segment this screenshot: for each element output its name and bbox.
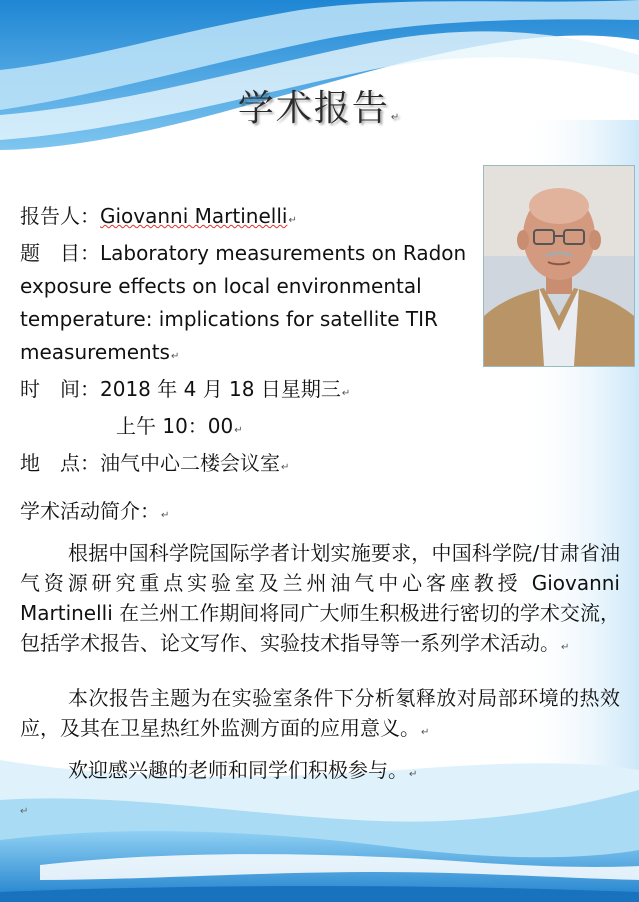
topic-text: Laboratory measurements on Radon exposure effects on local environmental temperature: implications for satellite TIR measurements — [20, 241, 467, 364]
reporter-row: 报告人：Giovanni Martinelli↵ — [20, 204, 297, 228]
intro-paragraph-3: 欢迎感兴趣的老师和同学们积极参与。↵ — [68, 758, 418, 782]
intro-paragraph-2: 本次报告主题为在实验室条件下分析氡释放对局部环境的热效应，及其在卫星热红外监测方面的应用意义。↵ — [20, 686, 620, 740]
poster-title: 学术报告↵ — [237, 88, 402, 129]
time-label: 时 间： — [20, 377, 100, 401]
topic-row: 题 目：Laboratory measurements on Radon exposure effects on local environmental temperature: implications for satellite TIR measurements↵ — [20, 241, 467, 364]
time-hour-row: 上午 10：00↵ — [116, 414, 243, 438]
time-date: 2018 年 4 月 18 日星期三 — [100, 377, 341, 401]
reporter-label: 报告人： — [20, 204, 100, 228]
place-label: 地 点： — [20, 451, 100, 475]
speaker-photo — [483, 165, 635, 367]
place-text: 油气中心二楼会议室 — [100, 451, 280, 475]
event-info — [20, 200, 470, 484]
reporter-name: Giovanni Martinelli — [100, 204, 288, 228]
topic-label: 题 目： — [20, 241, 100, 265]
empty-paragraph-mark: ↵ — [20, 806, 29, 817]
intro-paragraph-1: 根据中国科学院国际学者计划实施要求，中国科学院/甘肃省油气资源研究重点实验室及兰州油气中心客座教授 Giovanni Martinelli 在兰州工作期间将同广大师生积极进行密切的学术交流，包括学术报告、论文写作、实验技术指导等一系列学术活动。↵ — [20, 541, 620, 655]
time-hour: 上午 10：00 — [116, 414, 234, 438]
intro-heading: 学术活动简介：↵ — [20, 499, 170, 523]
time-row: 时 间：2018 年 4 月 18 日星期三↵ — [20, 377, 351, 401]
place-row: 地 点：油气中心二楼会议室↵ — [20, 451, 290, 475]
